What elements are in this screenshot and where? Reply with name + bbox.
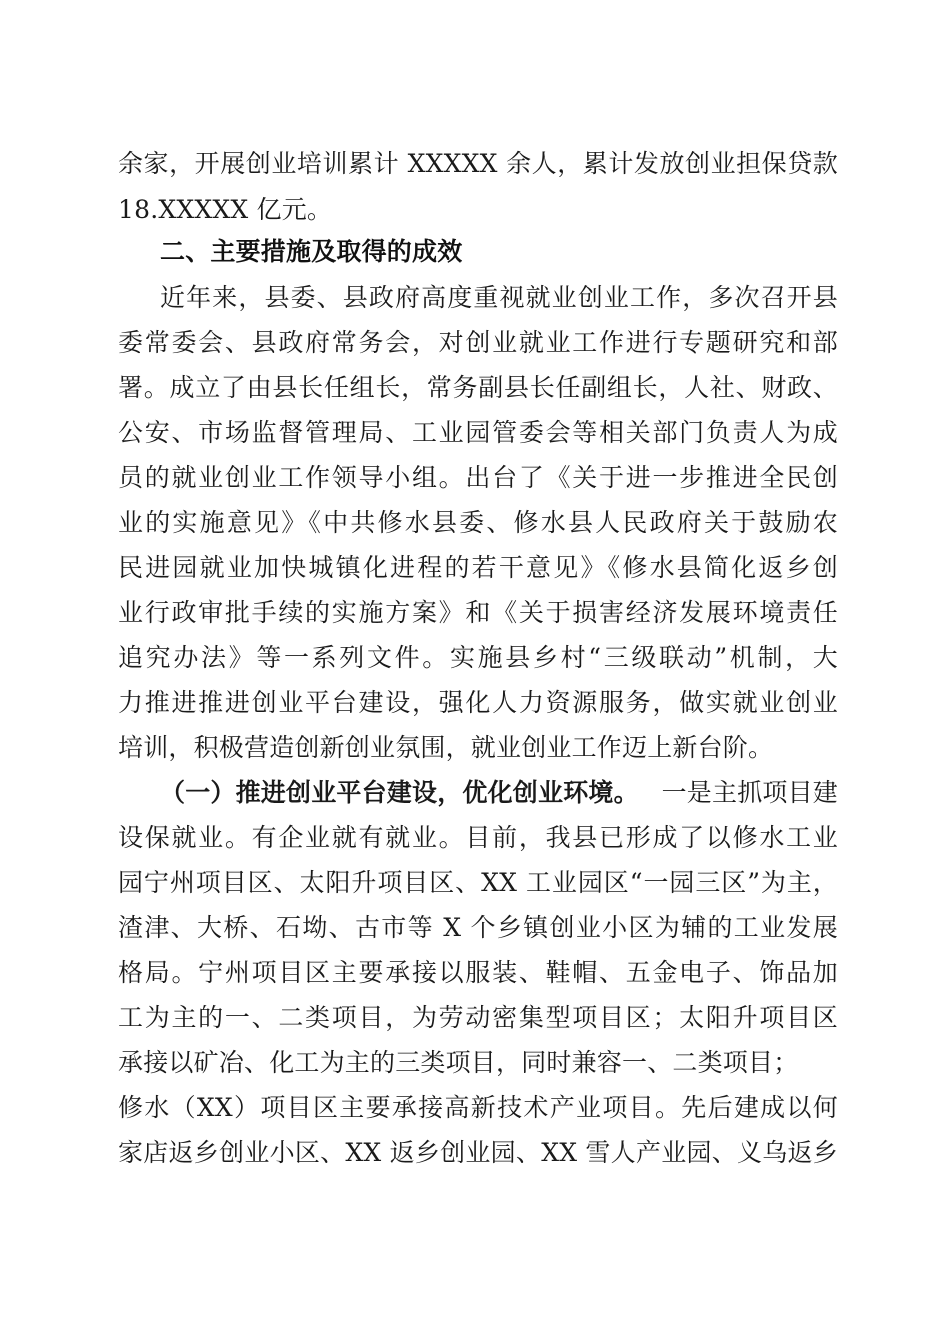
- section-heading: 二、主要措施及取得的成效: [160, 237, 463, 266]
- paragraph-line: 公安、市场监督管理局、工业园管委会等相关部门负责人为成: [118, 418, 838, 447]
- paragraph-line: 一是主抓项目建: [661, 778, 838, 807]
- paragraph-line: 修水（XX）项目区主要承接高新技术产业项目。先后建成以何: [118, 1093, 838, 1122]
- paragraph-line: 近年来，县委、县政府高度重视就业创业工作，多次召开县: [160, 283, 838, 312]
- paragraph-line: 渣津、大桥、石坳、古市等 X 个乡镇创业小区为辅的工业发展: [118, 913, 838, 942]
- paragraph-line: 余家，开展创业培训累计 XXXXX 余人，累计发放创业担保贷款: [118, 149, 838, 178]
- paragraph-line: 委常委会、县政府常务会，对创业就业工作进行专题研究和部: [118, 328, 838, 357]
- paragraph-line: 18.XXXXX 亿元。: [118, 195, 333, 224]
- paragraph-line: 业行政审批手续的实施方案》和《关于损害经济发展环境责任: [118, 598, 838, 627]
- paragraph-line: 力推进推进创业平台建设，强化人力资源服务，做实就业创业: [118, 688, 838, 717]
- paragraph-line: 格局。宁州项目区主要承接以服装、鞋帽、五金电子、饰品加: [118, 958, 838, 987]
- paragraph-line: 民进园就业加快城镇化进程的若干意见》《修水县简化返乡创: [118, 553, 838, 582]
- paragraph-line: 园宁州项目区、太阳升项目区、XX 工业园区“一园三区”为主，: [118, 868, 838, 897]
- paragraph-line: 追究办法》等一系列文件。实施县乡村“三级联动”机制，大: [118, 643, 838, 672]
- subsection-heading: （一）推进创业平台建设，优化创业环境。: [160, 778, 639, 807]
- paragraph-line: 培训，积极营造创新创业氛围，就业创业工作迈上新台阶。: [118, 733, 774, 762]
- paragraph-line: 工为主的一、二类项目，为劳动密集型项目区；太阳升项目区: [118, 1003, 838, 1032]
- paragraph-line: 家店返乡创业小区、XX 返乡创业园、XX 雪人产业园、义乌返乡: [118, 1138, 838, 1167]
- paragraph-line: 署。成立了由县长任组长，常务副县长任副组长，人社、财政、: [118, 373, 838, 402]
- paragraph-line: 员的就业创业工作领导小组。出台了《关于进一步推进全民创: [118, 463, 838, 492]
- paragraph-line: 承接以矿冶、化工为主的三类项目，同时兼容一、二类项目；: [118, 1048, 799, 1077]
- paragraph-line: 设保就业。有企业就有就业。目前，我县已形成了以修水工业: [118, 823, 838, 852]
- paragraph-line: 业的实施意见》《中共修水县委、修水县人民政府关于鼓励农: [118, 508, 838, 537]
